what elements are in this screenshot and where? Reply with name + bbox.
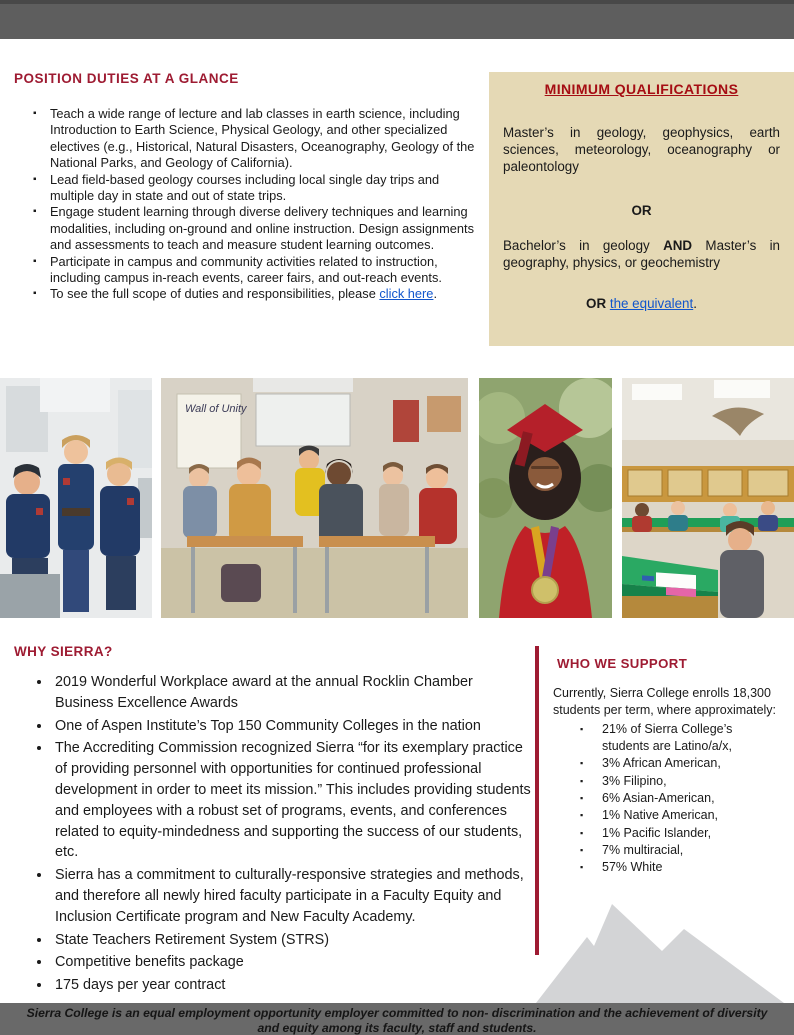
the-equivalent-link[interactable]: the equivalent bbox=[609, 296, 694, 311]
position-duties-heading: POSITION DUTIES AT A GLANCE bbox=[14, 71, 239, 86]
or-separator-1: OR bbox=[631, 203, 652, 218]
photo-classroom-group bbox=[161, 378, 468, 618]
minimum-qualifications-box bbox=[489, 72, 794, 346]
who-we-support-section bbox=[553, 656, 794, 876]
demographic-item: ▪ 1% Native American, bbox=[602, 807, 764, 824]
qualification-option-1: Master’s in geology, geophysics, earth sciences, meteorology, oceanography or paleontology bbox=[503, 125, 780, 174]
why-sierra-item: • Sierra has a commitment to culturally-responsive strategies and methods, and therefore all newly hired faculty participate in a Faculty Equity and Inclusion Certificate program and New Faculty Academy. bbox=[52, 865, 533, 927]
demographic-item: ▪ 57% White bbox=[602, 859, 764, 876]
photo-graduate bbox=[479, 378, 612, 618]
why-sierra-list bbox=[10, 672, 533, 996]
click-here-link[interactable]: click here bbox=[379, 286, 434, 302]
demographic-item: ▪ 1% Pacific Islander, bbox=[602, 825, 764, 842]
why-sierra-item: • 175 days per year contract bbox=[52, 975, 533, 996]
why-sierra-item: • One of Aspen Institute’s Top 150 Community Colleges in the nation bbox=[52, 716, 533, 737]
photo-uniformed-students bbox=[0, 378, 152, 618]
demographic-item: ▪ 6% Asian-American, bbox=[602, 790, 764, 807]
photo-science-lab bbox=[622, 378, 794, 618]
or-equivalent-line: OR the equivalent. bbox=[586, 296, 697, 311]
qualification-option-2: Bachelor’s in geology AND Master’s in geography, physics, or geochemistry bbox=[503, 238, 781, 270]
who-we-support-list bbox=[553, 721, 794, 877]
duties-last-item-text: To see the full scope of duties and responsibilities, please bbox=[50, 286, 380, 302]
why-sierra-item: • State Teachers Retirement System (STRS) bbox=[52, 930, 533, 951]
demographic-item: ▪ 7% multiracial, bbox=[602, 842, 764, 859]
photo-classroom-group-image bbox=[161, 378, 468, 618]
demographic-item: ▪ 21% of Sierra College’s students are Latino/a/x, bbox=[602, 721, 764, 756]
duties-last-item-suffix: . bbox=[433, 286, 437, 302]
mountain-graphic bbox=[530, 900, 794, 1003]
minimum-qualifications-heading: MINIMUM QUALIFICATIONS bbox=[544, 81, 739, 97]
position-duties-section bbox=[14, 71, 476, 303]
photo-uniformed-students-image bbox=[0, 378, 152, 618]
duties-item: ▪ Engage student learning through diverse delivery techniques and learning modalities, including on-ground and online instruction. Design assignments and assessments to teach and measure student learning outcomes. bbox=[50, 204, 476, 253]
photo-science-lab-image bbox=[622, 378, 794, 618]
photo-graduate-image bbox=[479, 378, 612, 618]
top-banner bbox=[0, 0, 794, 39]
why-sierra-item: • 2019 Wonderful Workplace award at the annual Rocklin Chamber Business Excellence Awards bbox=[52, 672, 533, 714]
demographic-item: ▪ 3% African American, bbox=[602, 755, 764, 772]
why-sierra-heading: WHY SIERRA? bbox=[14, 644, 113, 659]
who-we-support-intro: Currently, Sierra College enrolls 18,300 students per term, where approximately: bbox=[553, 686, 777, 718]
svg-text:Wall of Unity: Wall of Unity bbox=[185, 403, 247, 415]
duties-item: ▪ Teach a wide range of lecture and lab classes in earth science, including Introduction to Earth Science, Physical Geology, and other specialized electives (e.g., Historical, Natural Disasters, Oceanography, Geology of the National Parks, and Geology of California). bbox=[50, 106, 476, 172]
duties-item bbox=[50, 286, 476, 302]
who-we-support-heading: WHO WE SUPPORT bbox=[557, 656, 688, 671]
footer-text-line1: Sierra College is an equal employment opportunity employer committed to non- discrimination and the achievement of diversity bbox=[26, 1006, 768, 1020]
footer-bar bbox=[0, 1003, 794, 1035]
why-sierra-item: • Competitive benefits package bbox=[52, 952, 533, 973]
why-sierra-item: • The Accrediting Commission recognized Sierra “for its exemplary practice of providing personnel with opportunities for continued professional development in order to meet its mission.” This includes providing students and employees with a robust set of programs, events, and conferences related to equity-mindedness and supporting the success of our students, etc. bbox=[52, 738, 533, 863]
footer-text-line2: and equity among its faculty, staff and students. bbox=[257, 1020, 537, 1035]
why-sierra-section bbox=[10, 644, 533, 998]
demographic-item: ▪ 3% Filipino, bbox=[602, 773, 764, 790]
position-duties-list bbox=[14, 106, 476, 303]
duties-item: ▪ Participate in campus and community activities related to instruction, including campus in-reach events, career fairs, and out-reach events. bbox=[50, 254, 476, 287]
duties-item: ▪ Lead field-based geology courses including local single day trips and multiple day in state and out of state trips. bbox=[50, 172, 476, 205]
